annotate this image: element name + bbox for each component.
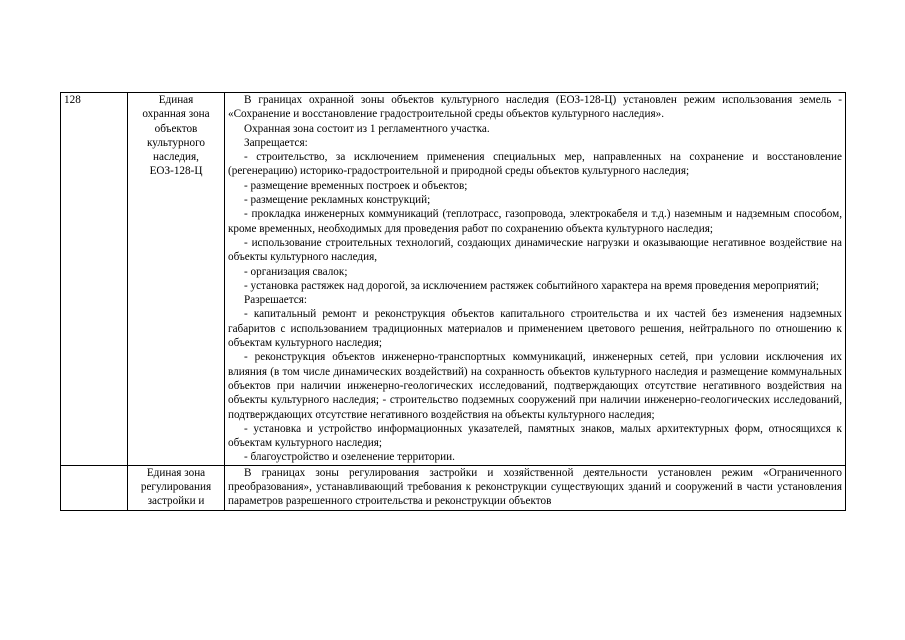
zone-regime-cell [225,465,846,510]
zones-table [60,92,846,511]
prohibited-item: - установка растяжек над дорогой, за исключением растяжек событийного характера на время проведения мероприятий; [244,279,819,292]
prohibited-item: - использование строительных технологий, создающих динамические нагрузки и оказывающие негативное воздействие на объекты культурного наследия, [228,236,842,264]
regime-paragraph: В границах охранной зоны объектов культурного наследия (ЕОЗ-128-Ц) установлен режим использования земель - «Сохранение и восстановление градостроительной среды объектов культурного наследия». [228,94,842,121]
zone-name-line: охранная зона [142,108,210,121]
zone-name-line: Единая [158,94,194,106]
zone-name-cell [128,93,225,466]
row-number-cell [61,465,128,510]
row-number-cell [61,93,128,466]
zone-name-line: ЕОЗ-128-Ц [149,165,203,178]
regime-text-clip [228,466,842,510]
zone-name-line: Единая зона [146,466,206,479]
permitted-item: - установка и устройство информационных указателей, памятных знаков, малых архитектурных форм, относящихся к объектам культурного наследия; [228,422,842,450]
prohibited-item: - строительство, за исключением применения специальных мер, направленных на сохранение и восстановление (регенерацию) историко-градостроительной и природной среды объектов культурного наследия; [228,151,842,178]
zone-name-line: объектов [154,122,198,135]
table-row [61,465,846,510]
regime-paragraph: В границах зоны регулирования застройки и хозяйственной деятельности установлен режим «Ограниченного преобразования», устанавливающий требования к реконструкции существующих зданий и сооружений в части установления параметров разрешенного строительства и реконструкции объектов [228,466,842,508]
prohibited-item: - размещение временных построек и объектов; [244,179,468,192]
table-row [61,93,846,466]
regime-paragraph: Охранная зона состоит из 1 регламентного участка. [244,122,490,135]
zone-name-cell [128,465,225,510]
permitted-item: - благоустройство и озеленение территории. [244,451,455,464]
zone-name-line: застройки и [147,495,205,508]
prohibited-item: - размещение рекламных конструкций; [244,194,431,207]
prohibited-item: - организация свалок; [244,265,348,278]
prohibited-item: - прокладка инженерных коммуникаций (теплотрасс, газопровода, электрокабеля и т.д.) наземным и надземным способом, кроме временных, необходимых для проведения работ по сохранению объекта культурного наследия; [228,208,842,235]
zone-regime-cell [225,93,846,466]
permitted-item: - капитальный ремонт и реконструкция объектов капитального строительства и их частей без изменения надземных габаритов с использованием традиционных материалов и применением цветового решения, нейтрального по отношению к объектам культурного наследия; [228,308,842,350]
zone-name-line: культурного [146,136,206,149]
zone-name-line: наследия, [153,151,199,164]
permitted-heading: Разрешается: [244,294,307,307]
permitted-item: - реконструкция объектов инженерно-транспортных коммуникаций, инженерных сетей, при условии исключения их влияния (в том числе динамических воздействий) на сохранность объектов культурного наследия и размещение коммунальных объектов при наличии инженерно-геологических исследований, подтверждающих отсутствие негативного воздействия на объекты культурного наследия; - строительство подземных сооружений при наличии инженерно-геологических исследований, подтверждающих отсутствие негативного воздействия на объекты культурного наследия; [228,351,842,421]
prohibited-heading: Запрещается: [244,136,308,149]
zone-name-line: регулирования [140,481,212,494]
row-number: 128 [64,94,81,106]
